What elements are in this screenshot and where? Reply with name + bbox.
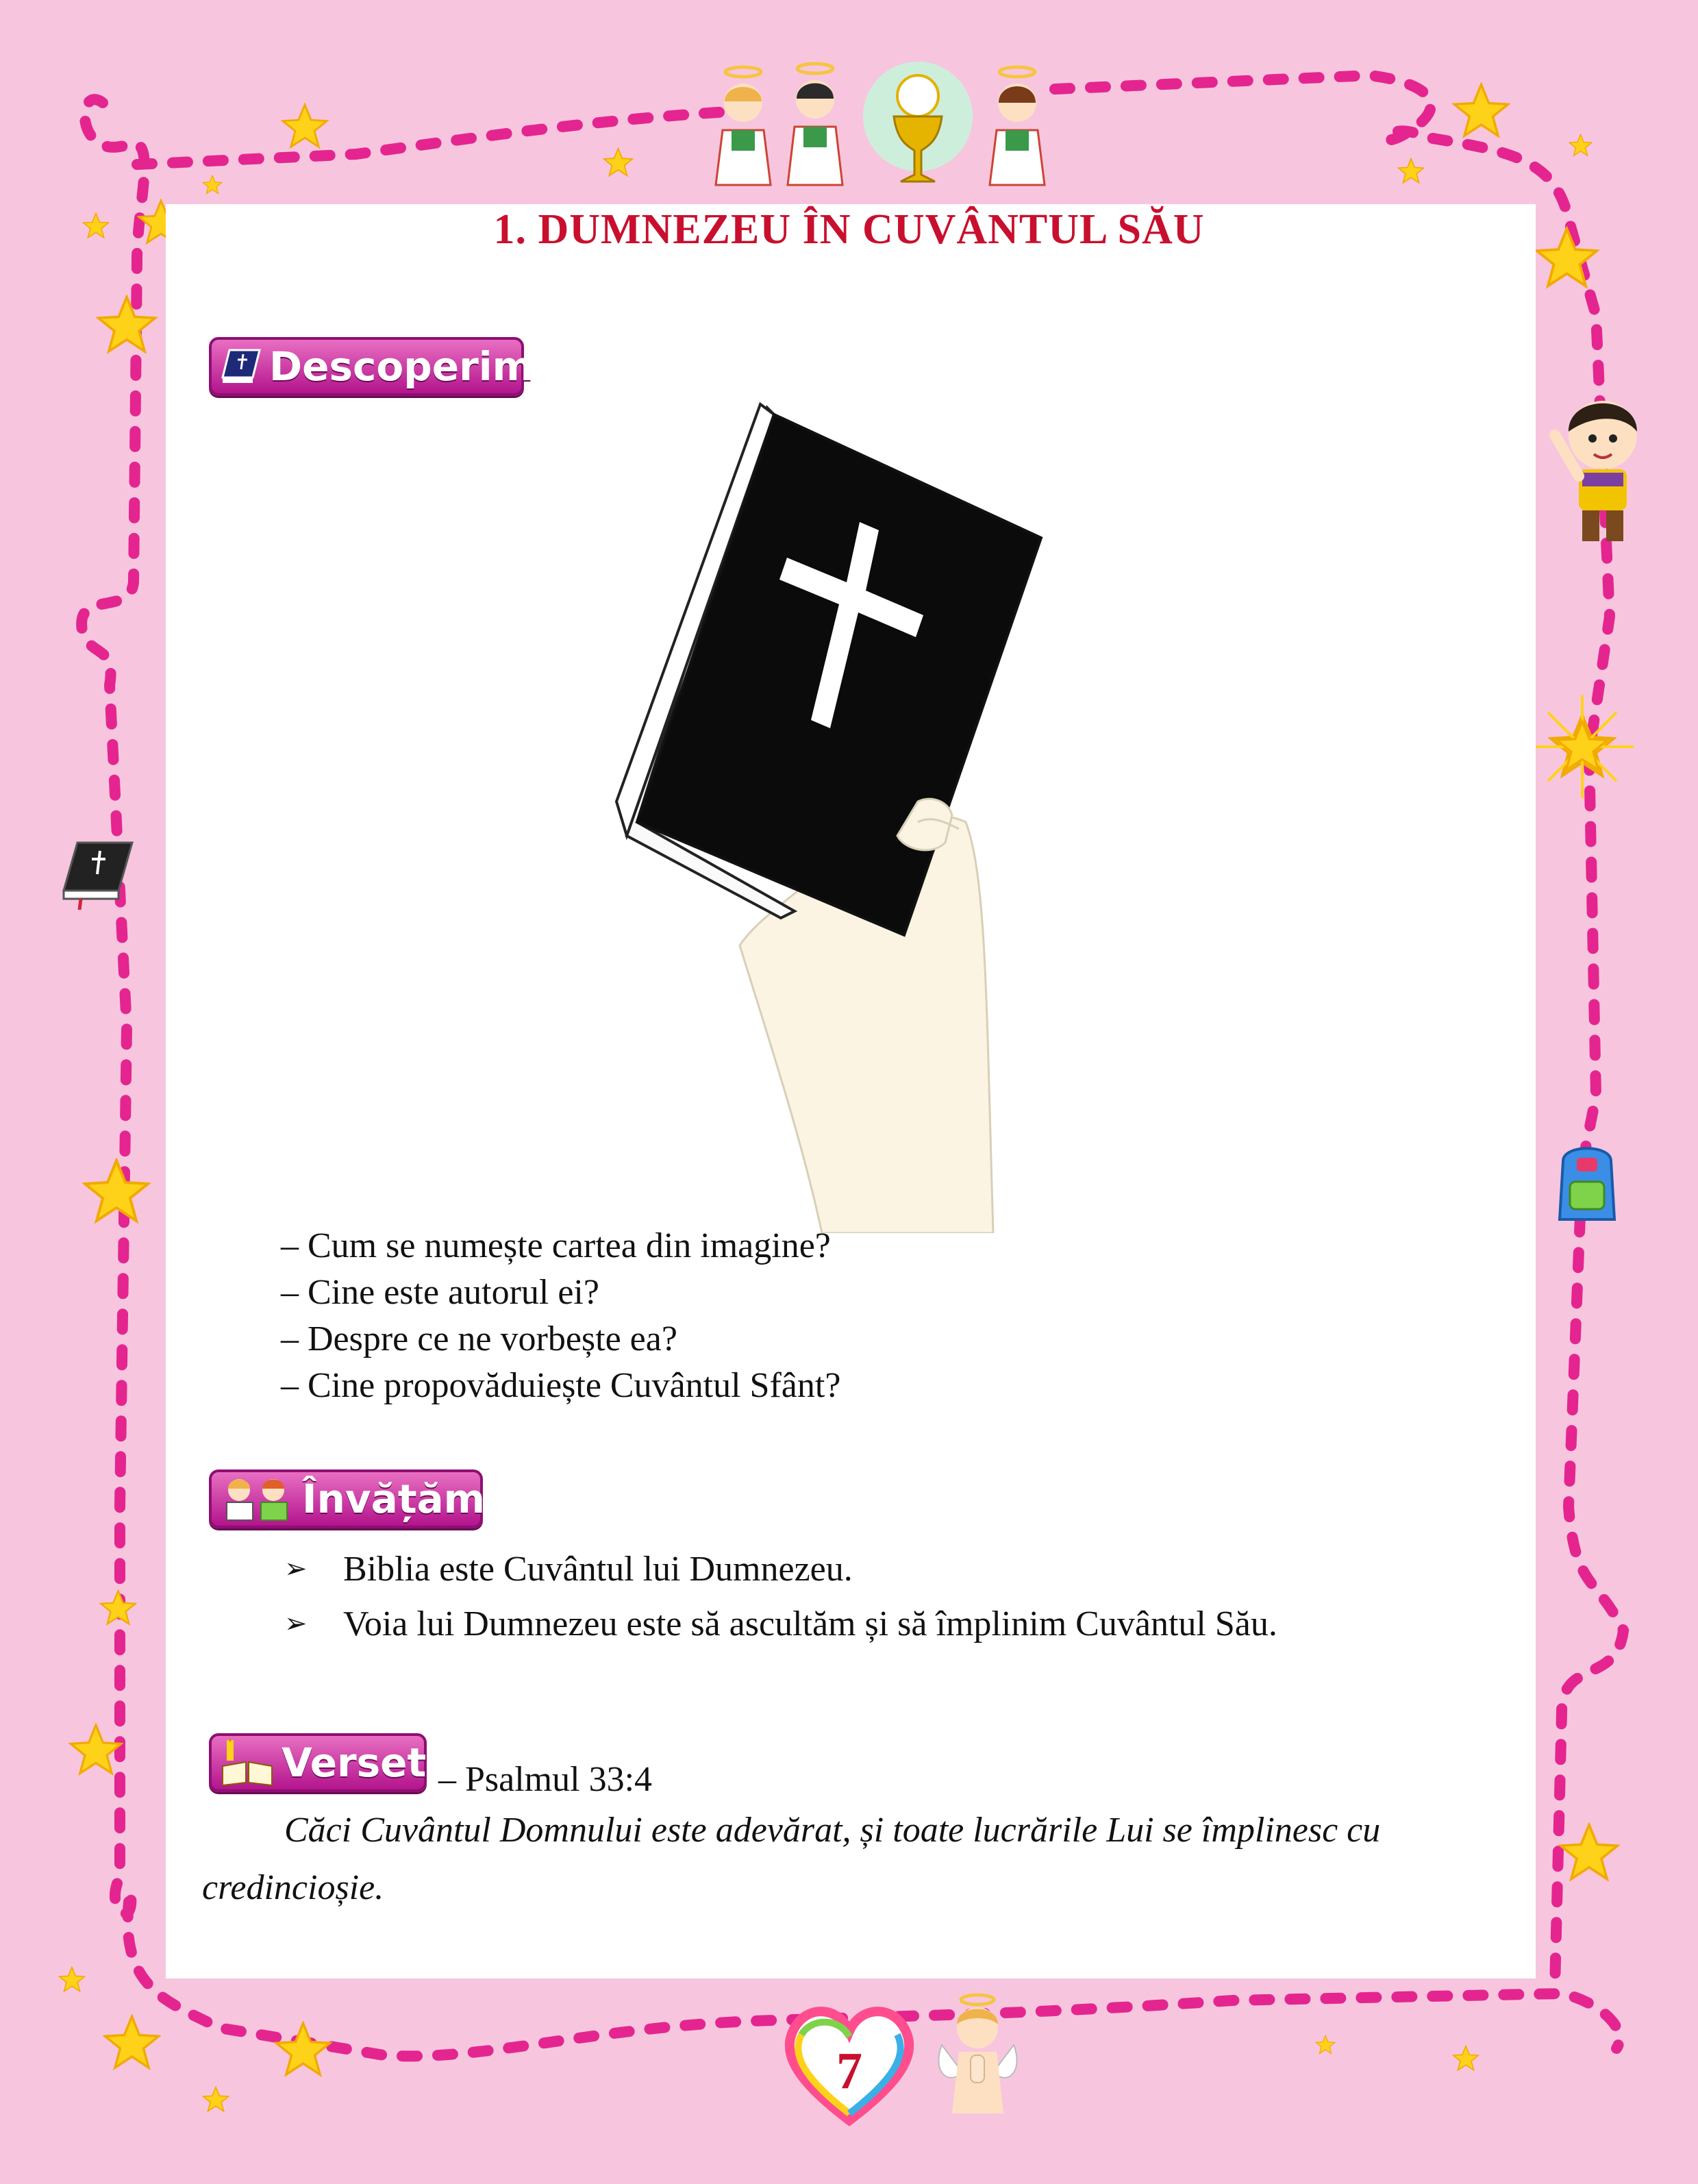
- boy-waving-illustration: [1545, 387, 1654, 551]
- discover-section-badge: [209, 337, 534, 396]
- learn-section-badge: [209, 1469, 486, 1528]
- learn-point-text: Voia lui Dumnezeu este să ascultăm și să împlinim Cuvântul Său.: [343, 1604, 1277, 1643]
- page-number: 7: [836, 2042, 862, 2100]
- angel-choir-illustration: [706, 48, 1062, 192]
- verse-section-label: Verset: [282, 1739, 427, 1786]
- discussion-questions: [281, 1223, 840, 1409]
- question-item: – Cine propovăduiește Cuvântul Sfânt?: [281, 1366, 841, 1405]
- bible-icon: [60, 836, 142, 911]
- open-book-candle-icon: [220, 1739, 275, 1787]
- question-item: – Cine este autorul ei?: [281, 1273, 599, 1312]
- praying-angel-illustration: [935, 1990, 1024, 2120]
- list-item: [284, 1596, 1277, 1651]
- arrow-bullet-icon: ➢: [284, 1608, 308, 1639]
- learn-points-list: [284, 1541, 1277, 1651]
- verse-reference: – Psalmul 33:4: [438, 1760, 653, 1799]
- verse-section-badge: [209, 1733, 427, 1792]
- learn-point-text: Biblia este Cuvântul lui Dumnezeu.: [343, 1549, 853, 1589]
- question-item: – Despre ce ne vorbește ea?: [281, 1319, 677, 1358]
- page-title: 1. DUMNEZEU ÎN CUVÂNTUL SĂU: [493, 206, 1205, 253]
- discover-section-label: Descoperim: [269, 343, 534, 390]
- learn-section-label: Învățăm: [302, 1476, 486, 1522]
- verse-text: Căci Cuvântul Domnului este adevărat, și toate lucrările Lui se împlinesc cu credincioșie.: [202, 1811, 1381, 1907]
- backpack-illustration: [1549, 1141, 1625, 1226]
- question-item: – Cum se numește cartea din imagine?: [281, 1226, 831, 1265]
- book-icon: [220, 347, 262, 386]
- arrow-bullet-icon: ➢: [284, 1553, 308, 1585]
- list-item: [284, 1541, 1277, 1596]
- hand-holding-bible-illustration: [575, 384, 1055, 1233]
- children-reading-icon: [220, 1475, 295, 1523]
